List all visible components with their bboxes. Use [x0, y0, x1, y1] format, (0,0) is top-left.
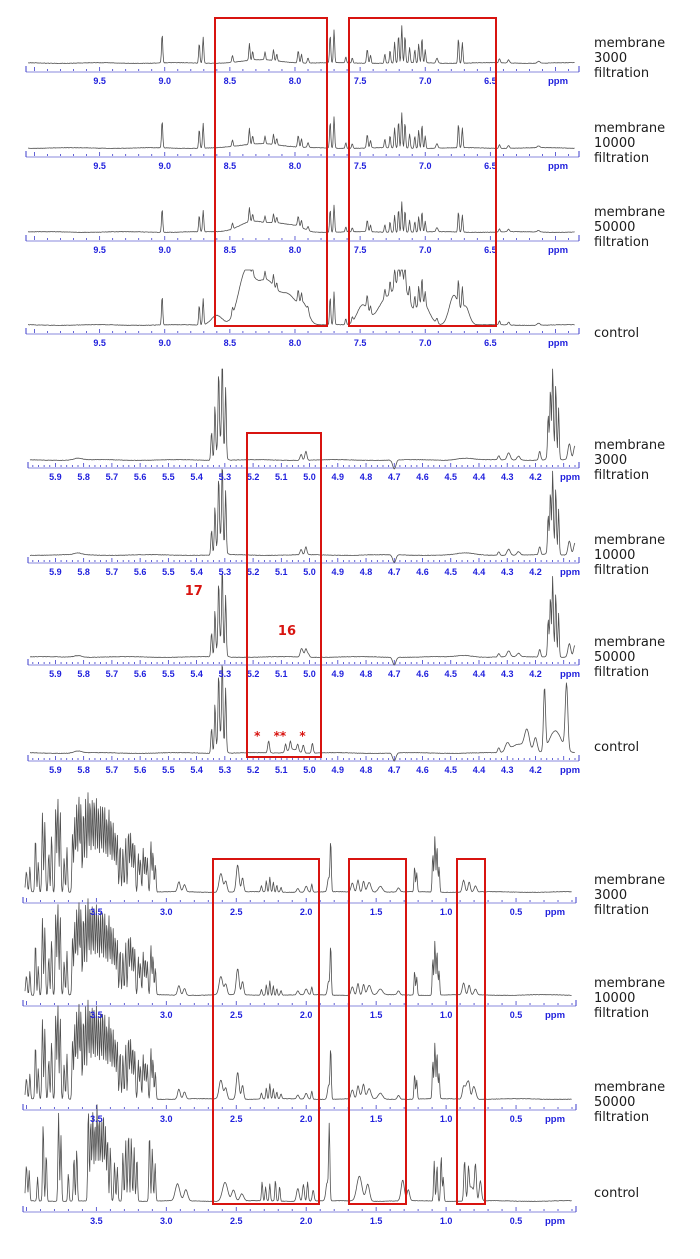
axis-tick-label: 0.5 [509, 1114, 523, 1124]
row-label-line: 50000 [594, 220, 636, 235]
axis-tick-label: 8.0 [288, 245, 302, 255]
row-label [594, 205, 665, 250]
axis-tick-label: 5.0 [303, 567, 316, 577]
axis-tick-label: 8.5 [223, 338, 237, 348]
axis-unit-label: ppm [548, 161, 569, 172]
axis-tick-label: 4.9 [331, 765, 345, 775]
row-label-line: control [594, 740, 640, 755]
axis-tick-label: 8.5 [223, 161, 237, 171]
axis-tick-label: 5.4 [190, 669, 203, 679]
row-label [594, 121, 665, 166]
axis-tick-label: 5.2 [246, 567, 260, 577]
axis-unit-label: ppm [545, 1010, 566, 1021]
axis-tick-label: 7.5 [353, 161, 367, 171]
axis-tick-label: 5.6 [133, 472, 147, 482]
axis-unit-label: ppm [560, 669, 581, 680]
row-label-line: membrane [594, 205, 666, 220]
axis-unit-label: ppm [545, 1216, 566, 1227]
axis-tick-label: 4.7 [388, 669, 401, 679]
axis-tick-label: 2.0 [299, 1216, 313, 1226]
axis-tick-label: 4.9 [331, 567, 345, 577]
peak-annotation: 17 [184, 584, 203, 599]
row-label-line: filtration [594, 665, 650, 680]
axis-tick-label: 1.0 [439, 1114, 453, 1124]
row-label [594, 1186, 639, 1201]
axis-tick-label: 8.0 [288, 338, 302, 348]
axis-tick-label: 4.3 [500, 472, 514, 482]
axis-tick-label: 9.5 [93, 161, 106, 171]
axis-tick-label: 5.5 [162, 765, 175, 775]
axis-tick-label: 5.4 [190, 472, 203, 482]
axis-tick-label: 2.5 [229, 1216, 243, 1226]
row-label-line: membrane [594, 533, 666, 548]
axis-tick-label: 7.5 [353, 245, 367, 255]
axis-tick-label: 4.5 [444, 472, 458, 482]
axis-tick-label: 4.4 [472, 669, 486, 679]
axis-tick-label: 4.9 [331, 472, 345, 482]
axis-tick-label: 5.5 [162, 567, 175, 577]
axis-tick-label: 2.0 [299, 1010, 313, 1020]
axis-tick-label: 5.2 [246, 765, 260, 775]
axis-tick-label: 9.5 [93, 338, 106, 348]
axis-tick-label: 0.5 [509, 907, 523, 917]
axis-tick-label: 5.7 [105, 567, 119, 577]
row-label [594, 976, 665, 1021]
axis-tick-label: 5.3 [218, 765, 232, 775]
row-label-line: 50000 [594, 650, 636, 665]
axis-tick-label: 4.6 [416, 472, 429, 482]
row-label-line: filtration [594, 1006, 650, 1021]
axis-tick-label: 5.9 [49, 472, 62, 482]
axis-tick-label: 4.7 [388, 765, 401, 775]
axis-tick-label: 9.0 [158, 338, 172, 348]
row-label-line: 10000 [594, 548, 636, 563]
axis-tick-label: 5.1 [275, 669, 288, 679]
axis-tick-label: 7.5 [353, 76, 367, 86]
axis-tick-label: 4.6 [416, 669, 429, 679]
axis-tick-label: 8.5 [223, 76, 237, 86]
axis-tick-label: 5.0 [303, 472, 316, 482]
axis-tick-label: 5.1 [275, 765, 288, 775]
axis-tick-label: 7.0 [418, 338, 432, 348]
axis-tick-label: 4.4 [472, 472, 486, 482]
axis-tick-label: 8.0 [288, 161, 302, 171]
axis-tick-label: 4.5 [444, 765, 458, 775]
row-label-line: control [594, 326, 640, 341]
axis-tick-label: 5.9 [49, 765, 62, 775]
axis-tick-label: 4.8 [359, 567, 373, 577]
axis-tick-label: 4.7 [388, 567, 401, 577]
axis-tick-label: 5.5 [162, 472, 175, 482]
axis-unit-label: ppm [548, 338, 569, 349]
axis-tick-label: 2.5 [229, 907, 243, 917]
highlight-box [456, 858, 486, 1205]
axis-tick-label: 1.5 [369, 1216, 383, 1226]
axis-tick-label: 9.0 [158, 76, 172, 86]
axis-tick-label: 3.0 [160, 1010, 173, 1020]
axis-tick-label: 5.9 [49, 567, 62, 577]
axis-tick-label: 6.5 [484, 76, 497, 86]
row-label-line: control [594, 1186, 640, 1201]
axis-tick-label: 3.0 [160, 907, 173, 917]
axis-tick-label: 1.0 [439, 907, 453, 917]
axis-tick-label: 5.2 [246, 669, 260, 679]
axis-tick-label: 9.5 [93, 76, 106, 86]
axis-tick-label: 0.5 [509, 1216, 523, 1226]
axis-tick-label: 5.4 [190, 567, 203, 577]
axis-tick-label: 5.7 [105, 765, 119, 775]
row-label-line: filtration [594, 563, 650, 578]
axis-tick-label: 7.5 [353, 338, 367, 348]
peak-annotation: ** [273, 729, 287, 743]
axis-tick-label: 5.6 [133, 765, 147, 775]
row-label [594, 438, 665, 483]
axis-tick-label: 4.2 [529, 669, 542, 679]
axis-unit-label: ppm [560, 765, 581, 776]
axis-tick-label: 1.0 [439, 1216, 453, 1226]
axis-tick-label: 5.3 [218, 669, 232, 679]
axis-tick-label: 3.5 [90, 907, 103, 917]
peak-annotation: 16 [277, 624, 297, 639]
axis-tick-label: 4.6 [416, 765, 429, 775]
axis-tick-label: 4.8 [359, 765, 373, 775]
axis-tick-label: 7.0 [418, 245, 432, 255]
axis-tick-label: 4.2 [529, 472, 542, 482]
row-label-line: filtration [594, 151, 650, 166]
axis-tick-label: 8.0 [288, 76, 302, 86]
row-label-line: membrane [594, 1080, 666, 1095]
row-label [594, 533, 665, 578]
axis-tick-label: 5.5 [162, 669, 175, 679]
peak-annotation: * [299, 729, 306, 743]
axis-tick-label: 4.4 [472, 765, 486, 775]
axis-tick-label: 9.5 [93, 245, 106, 255]
axis-tick-label: 5.6 [133, 567, 147, 577]
axis-tick-label: 5.4 [190, 765, 203, 775]
row-label-line: 10000 [594, 136, 636, 151]
axis-tick-label: 5.1 [275, 567, 288, 577]
axis-tick-label: 4.3 [500, 765, 514, 775]
axis-tick-label: 1.5 [369, 907, 383, 917]
axis-tick-label: 2.0 [299, 907, 313, 917]
row-label [594, 1080, 665, 1125]
row-label-line: membrane [594, 873, 666, 888]
axis-tick-label: 3.0 [160, 1114, 173, 1124]
axis-tick-label: 3.5 [90, 1216, 103, 1226]
axis-tick-label: 5.7 [105, 472, 119, 482]
axis-tick-label: 6.5 [484, 161, 497, 171]
row-label [594, 873, 665, 918]
axis-tick-label: 4.8 [359, 669, 373, 679]
axis-tick-label: 3.5 [90, 1010, 103, 1020]
axis-unit-label: ppm [548, 76, 569, 87]
axis-tick-label: 5.0 [303, 669, 316, 679]
axis-tick-label: 2.5 [229, 1114, 243, 1124]
axis-unit-label: ppm [548, 245, 569, 256]
row-label-line: 10000 [594, 991, 636, 1006]
axis-tick-label: 5.8 [77, 472, 90, 482]
axis-tick-label: 8.5 [223, 245, 237, 255]
axis-tick-label: 9.0 [158, 161, 172, 171]
row-label-line: 3000 [594, 888, 628, 903]
axis-tick-label: 3.0 [160, 1216, 173, 1226]
row-label-line: filtration [594, 903, 650, 918]
row-label-line: filtration [594, 1110, 650, 1125]
axis-tick-label: 7.0 [418, 161, 432, 171]
row-label-line: filtration [594, 66, 650, 81]
axis-tick-label: 5.9 [49, 669, 62, 679]
axis-tick-label: 6.5 [484, 338, 497, 348]
axis-unit-label: ppm [560, 472, 581, 483]
row-label-line: 3000 [594, 453, 628, 468]
axis-tick-label: 4.3 [500, 669, 514, 679]
axis-tick-label: 4.5 [444, 669, 458, 679]
row-label [594, 36, 665, 81]
row-label-line: 3000 [594, 51, 628, 66]
axis-tick-label: 5.6 [133, 669, 147, 679]
axis-tick-label: 4.7 [388, 472, 401, 482]
row-label-line: filtration [594, 235, 650, 250]
row-label-line: membrane [594, 36, 666, 51]
axis-tick-label: 1.5 [369, 1010, 383, 1020]
axis-tick-label: 5.8 [77, 669, 90, 679]
axis-tick-label: 5.3 [218, 472, 232, 482]
axis-tick-label: 2.5 [229, 1010, 243, 1020]
axis-tick-label: 1.0 [439, 1010, 453, 1020]
highlight-box [348, 17, 496, 327]
row-label-line: membrane [594, 438, 666, 453]
axis-tick-label: 2.0 [299, 1114, 313, 1124]
highlight-box [348, 858, 407, 1205]
axis-tick-label: 4.5 [444, 567, 458, 577]
axis-tick-label: 4.2 [529, 765, 542, 775]
axis-tick-label: 3.5 [90, 1114, 103, 1124]
axis-tick-label: 9.0 [158, 245, 172, 255]
highlight-box [212, 858, 320, 1205]
axis-tick-label: 1.5 [369, 1114, 383, 1124]
row-label [594, 635, 665, 680]
row-label [594, 740, 639, 755]
axis-tick-label: 5.2 [246, 472, 260, 482]
highlight-box [214, 17, 327, 327]
axis-tick-label: 5.0 [303, 765, 316, 775]
axis-tick-label: 6.5 [484, 245, 497, 255]
row-label-line: 50000 [594, 1095, 636, 1110]
row-label [594, 326, 639, 341]
axis-tick-label: 5.7 [105, 669, 119, 679]
axis-tick-label: 4.2 [529, 567, 542, 577]
axis-tick-label: 4.9 [331, 669, 345, 679]
axis-tick-label: 4.6 [416, 567, 429, 577]
axis-tick-label: 5.3 [218, 567, 232, 577]
row-label-line: filtration [594, 468, 650, 483]
axis-tick-label: 7.0 [418, 76, 432, 86]
axis-tick-label: 4.8 [359, 472, 373, 482]
axis-tick-label: 5.1 [275, 472, 288, 482]
axis-tick-label: 4.4 [472, 567, 486, 577]
axis-tick-label: 0.5 [509, 1010, 523, 1020]
axis-unit-label: ppm [545, 907, 566, 918]
row-label-line: membrane [594, 635, 666, 650]
highlight-box [246, 432, 322, 758]
peak-annotation: * [254, 729, 261, 743]
axis-unit-label: ppm [545, 1114, 566, 1125]
axis-unit-label: ppm [560, 567, 581, 578]
axis-tick-label: 5.8 [77, 567, 90, 577]
row-label-line: membrane [594, 976, 666, 991]
axis-tick-label: 5.8 [77, 765, 90, 775]
row-label-line: membrane [594, 121, 666, 136]
axis-tick-label: 4.3 [500, 567, 514, 577]
